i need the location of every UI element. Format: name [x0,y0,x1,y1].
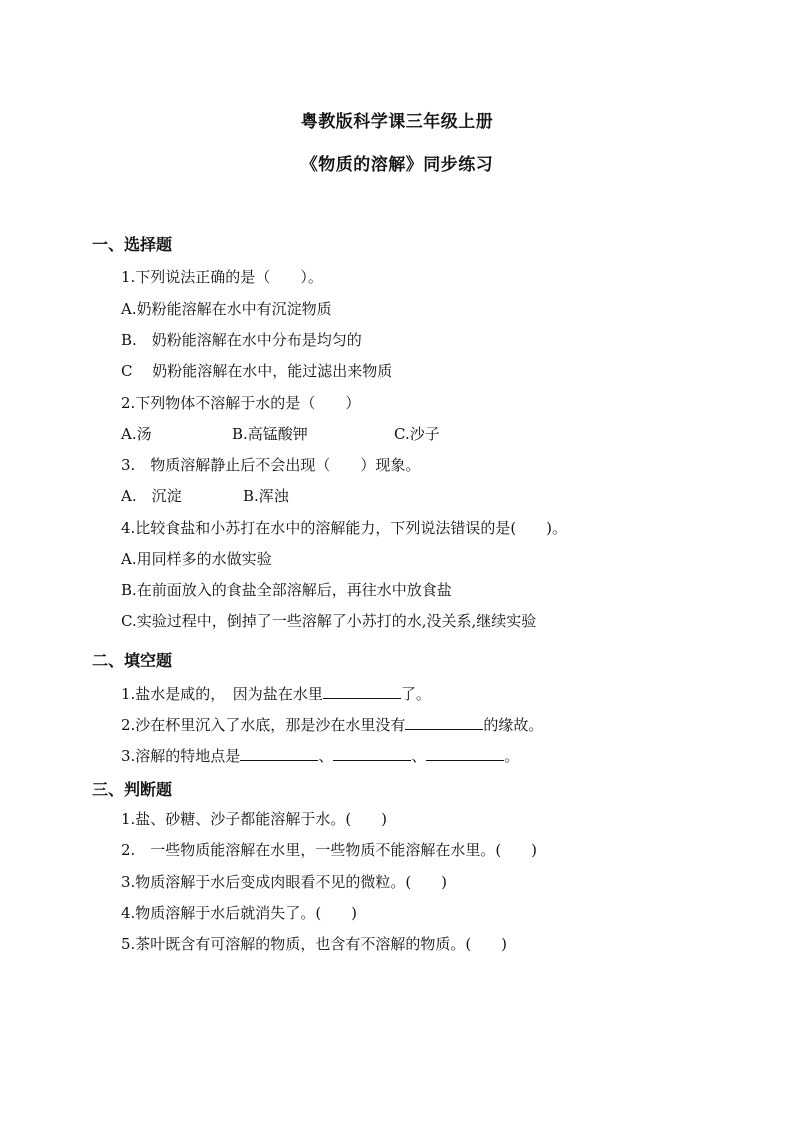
separator: 、 [318,747,334,765]
choice-question-3-options [121,486,289,506]
choice-question-3-option-a: A. 沉淀 [121,487,182,505]
fill-question-3 [121,746,519,766]
fill-question-1-text: 1.盐水是咸的， 因为盐在水里 [121,685,323,703]
answer-blank[interactable] [426,746,504,761]
choice-question-2: 2.下列物体不溶解于水的是（ ） [121,394,361,412]
judge-question-1: 1.盐、砂糖、沙子都能溶解于水。( ) [121,810,388,828]
answer-blank[interactable] [240,746,318,761]
fill-question-1 [121,684,431,704]
judge-question-2: 2. 一些物质能溶解在水里，一些物质不能溶解在水里。( ) [121,841,538,859]
choice-question-4-option-b: B.在前面放入的食盐全部溶解后，再往水中放食盐 [121,581,452,599]
choice-question-4-option-a: A.用同样多的水做实验 [121,550,272,568]
choice-question-2-option-c: C.沙子 [394,425,440,443]
choice-question-4-option-c: C.实验过程中，倒掉了一些溶解了小苏打的水,没关系,继续实验 [121,612,537,630]
choice-question-3: 3. 物质溶解静止后不会出现（ ）现象。 [121,456,421,474]
judge-question-5: 5.茶叶既含有可溶解的物质，也含有不溶解的物质。( ) [121,935,508,953]
answer-blank[interactable] [333,746,411,761]
section-heading-fill: 二、填空题 [92,651,173,670]
fill-question-2 [121,715,543,735]
section-heading-judge: 三、判断题 [92,780,173,799]
separator: 、 [411,747,427,765]
section-heading-choice: 一、选择题 [92,235,173,254]
choice-question-3-option-b: B.浑浊 [243,487,289,505]
answer-blank[interactable] [323,684,401,699]
choice-question-2-option-b: B.高锰酸钾 [232,425,308,443]
fill-question-3-text: 3.溶解的特地点是 [121,747,241,765]
choice-question-2-options [121,424,440,444]
choice-question-1-option-c: C 奶粉能溶解在水中，能过滤出来物质 [121,362,393,380]
fill-question-3-tail: 。 [504,747,520,765]
choice-question-2-option-a: A.汤 [121,425,152,443]
choice-question-1: 1.下列说法正确的是（ ）。 [121,268,323,286]
answer-blank[interactable] [405,715,483,730]
fill-question-1-tail: 了。 [400,685,431,703]
fill-question-2-text: 2.沙在杯里沉入了水底，那是沙在水里没有 [121,716,406,734]
choice-question-4: 4.比较食盐和小苏打在水中的溶解能力，下列说法错误的是( )。 [121,519,568,537]
fill-question-2-tail: 的缘故。 [483,716,544,734]
page-title-line1: 粤教版科学课三年级上册 [300,112,494,132]
choice-question-1-option-a: A.奶粉能溶解在水中有沉淀物质 [121,300,332,318]
page-title-line2: 《物质的溶解》同步练习 [300,155,494,175]
judge-question-3: 3.物质溶解于水后变成肉眼看不见的微粒。( ) [121,873,448,891]
choice-question-1-option-b: B. 奶粉能溶解在水中分布是均匀的 [121,331,362,349]
judge-question-4: 4.物质溶解于水后就消失了。( ) [121,904,358,922]
